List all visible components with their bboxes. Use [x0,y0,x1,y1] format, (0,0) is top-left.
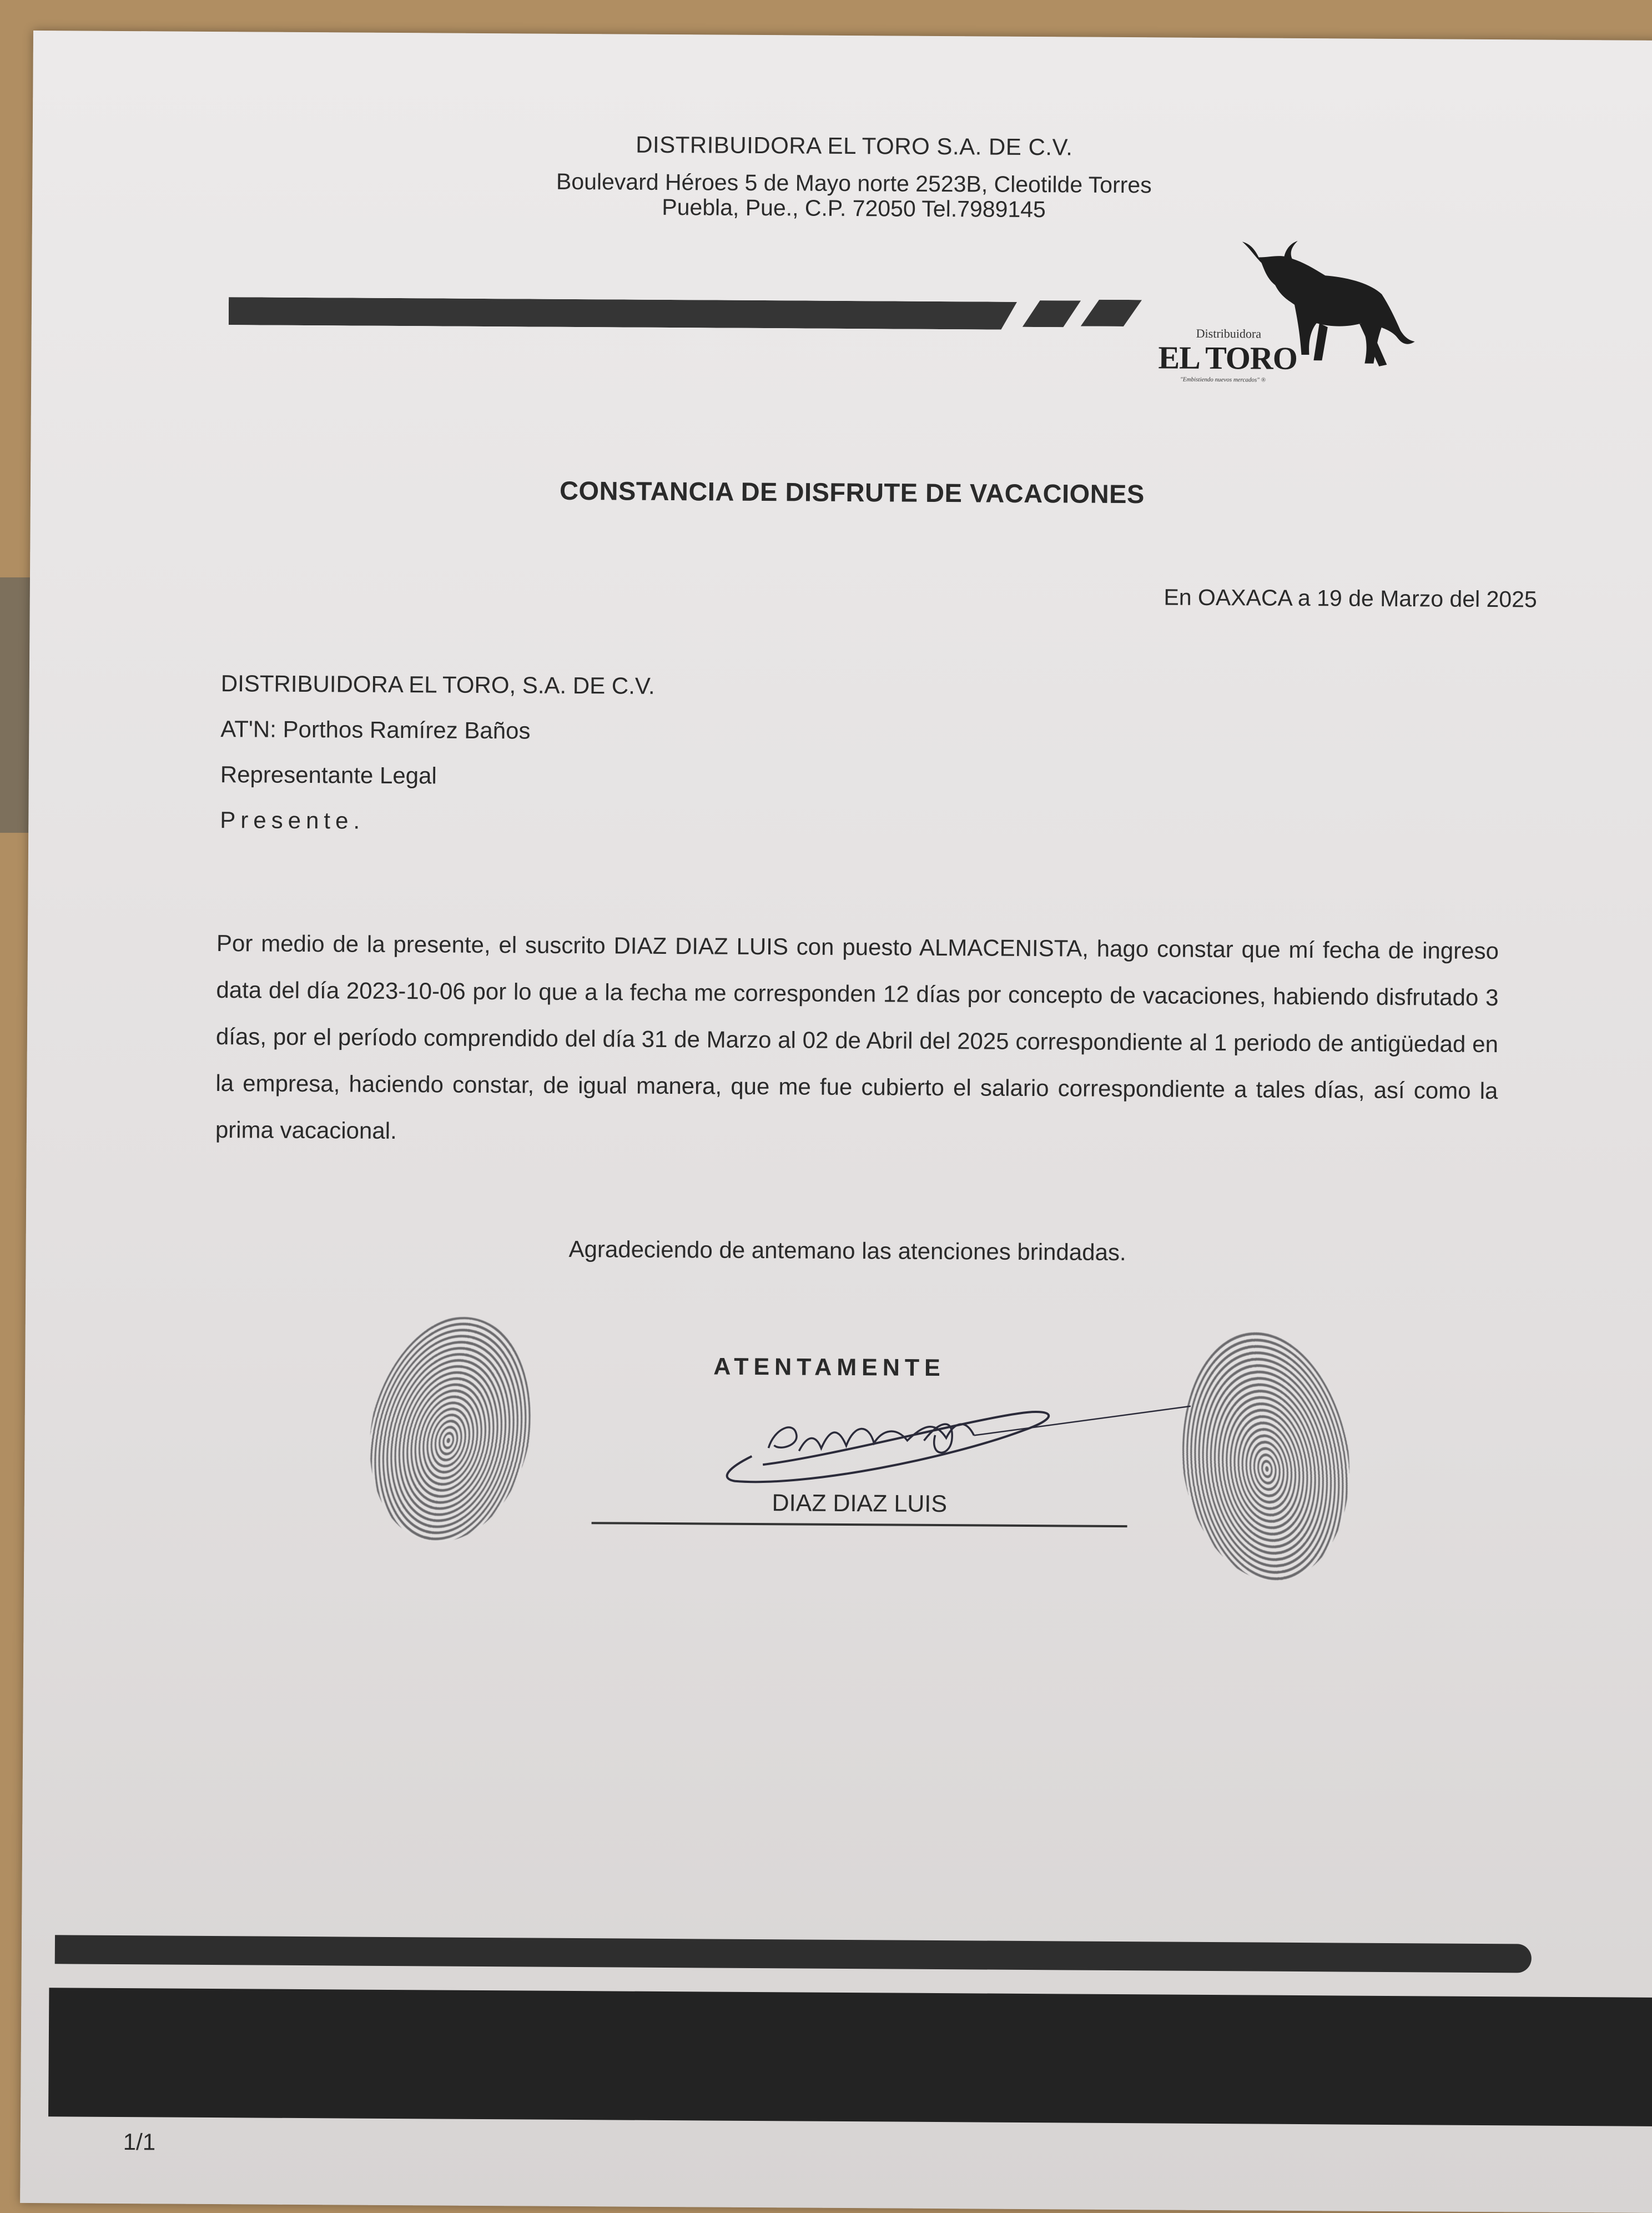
recipient-role: Representante Legal [220,761,437,789]
signer-name: DIAZ DIAZ LUIS [772,1490,948,1518]
letterhead-company: DISTRIBUIDORA EL TORO S.A. DE C.V. [636,131,1073,160]
document-page [20,31,1652,2213]
letterhead-city-phone: Puebla, Pue., C.P. 72050 Tel.7989145 [662,194,1046,223]
logo-brand: EL TORO [1158,339,1298,376]
document-title: CONSTANCIA DE DISFRUTE DE VACACIONES [559,475,1145,509]
recipient-company: DISTRIBUIDORA EL TORO, S.A. DE C.V. [220,670,655,699]
recipient-presente: Presente. [220,807,365,834]
footer-band [48,1988,1652,2126]
sign-off: ATENTAMENTE [713,1353,945,1382]
handwritten-signature [663,1367,1218,1498]
company-logo [1152,234,1453,403]
signature-line [592,1522,1127,1527]
date-line: En OAXACA a 19 de Marzo del 2025 [1164,584,1537,612]
letterhead-address: Boulevard Héroes 5 de Mayo norte 2523B, Cleotilde Torres [556,168,1152,198]
logo-tagline: "Embistiendo nuevos mercados" ® [1180,376,1266,384]
letterhead-band-segment [1081,300,1142,327]
body-paragraph: Por medio de la presente, el suscrito DIAZ DIAZ LUIS con puesto ALMACENISTA, hago constar que mí fecha de ingreso data del día 2023-10-06 por lo que a la fecha me corresponden 12 días por concepto de vacaciones, habiendo disfrutado 3 días, por el período comprendido del día 31 de Marzo al 02 de Abril del 2025 correspondiente al 1 periodo de antigüedad en la empresa, haciendo constar, de igual manera, que me fue cubierto el salario correspondiente a tales días, así como la prima vacacional. [215,930,1499,1144]
page-number: 1/1 [123,2129,156,2155]
fingerprint-left [349,1301,552,1557]
closing-line: Agradeciendo de antemano las atenciones brindadas. [568,1235,1126,1266]
letterhead-band [229,297,1017,330]
footer-band [55,1935,1532,1973]
logo-subtitle: Distribuidora [1196,326,1262,341]
recipient-attention: AT'N: Porthos Ramírez Baños [220,716,531,744]
letterhead-band-segment [1023,300,1081,328]
